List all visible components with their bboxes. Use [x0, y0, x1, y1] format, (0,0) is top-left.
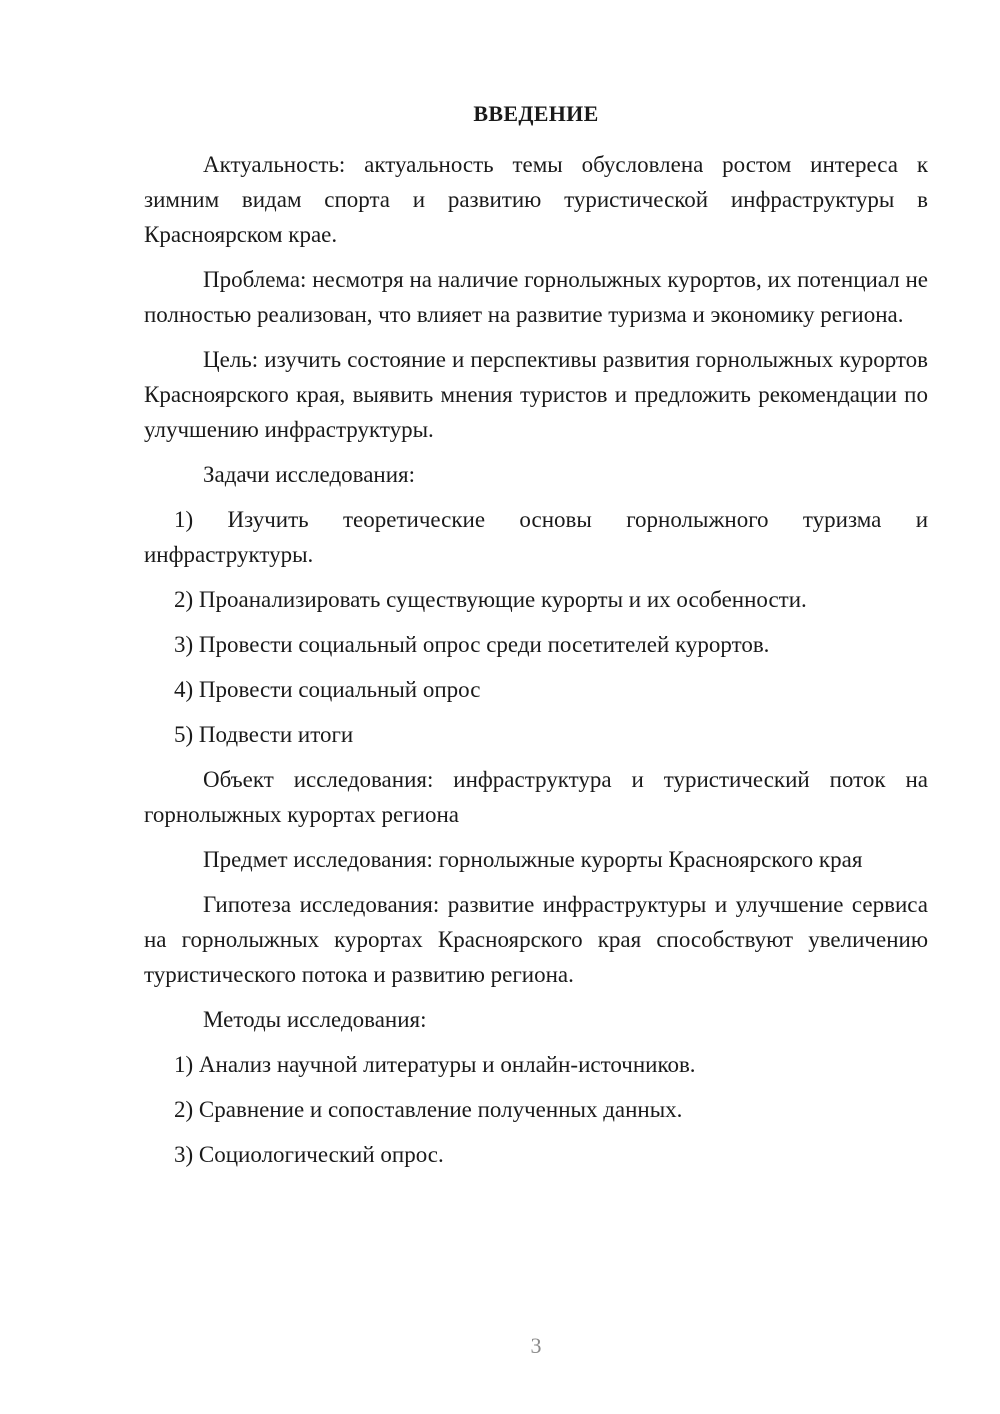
subject-paragraph: Предмет исследования: горнолыжные курорты Красноярского края — [203, 847, 863, 872]
method-item-2: 2) Сравнение и сопоставление полученных данных. — [174, 1097, 683, 1122]
task-item-3: 3) Провести социальный опрос среди посетителей курортов. — [174, 632, 770, 657]
method-item-3: 3) Социологический опрос. — [174, 1142, 444, 1167]
relevance-paragraph: Актуальность: актуальность темы обусловлена ростом интереса к зимним видам спорта и развитию туристической инфраструктуры в Красноярском крае. — [144, 152, 928, 247]
hypothesis-paragraph: Гипотеза исследования: развитие инфраструктуры и улучшение сервиса на горнолыжных курортах Красноярского края способствуют увеличению туристического потока и развитию региона. — [144, 892, 928, 987]
task-item-5: 5) Подвести итоги — [174, 722, 354, 747]
task-item-4: 4) Провести социальный опрос — [174, 677, 481, 702]
problem-paragraph: Проблема: несмотря на наличие горнолыжных курортов, их потенциал не полностью реализован, что влияет на развитие туризма и экономику региона. — [144, 267, 928, 327]
goal-paragraph: Цель: изучить состояние и перспективы развития горнолыжных курортов Красноярского края, выявить мнения туристов и предложить рекомендации по улучшению инфраструктуры. — [144, 347, 928, 442]
document-body — [144, 96, 928, 1182]
tasks-heading: Задачи исследования: — [203, 462, 416, 487]
method-item-1: 1) Анализ научной литературы и онлайн-источников. — [174, 1052, 696, 1077]
methods-heading: Методы исследования: — [203, 1007, 427, 1032]
object-paragraph: Объект исследования: инфраструктура и туристический поток на горнолыжных курортах региона — [144, 767, 928, 827]
task-item-1: 1) Изучить теоретические основы горнолыжного туризма и инфраструктуры. — [144, 507, 928, 567]
page-number: 3 — [530, 1333, 542, 1358]
section-title: ВВЕДЕНИЕ — [473, 101, 599, 126]
task-item-2: 2) Проанализировать существующие курорты и их особенности. — [174, 587, 807, 612]
